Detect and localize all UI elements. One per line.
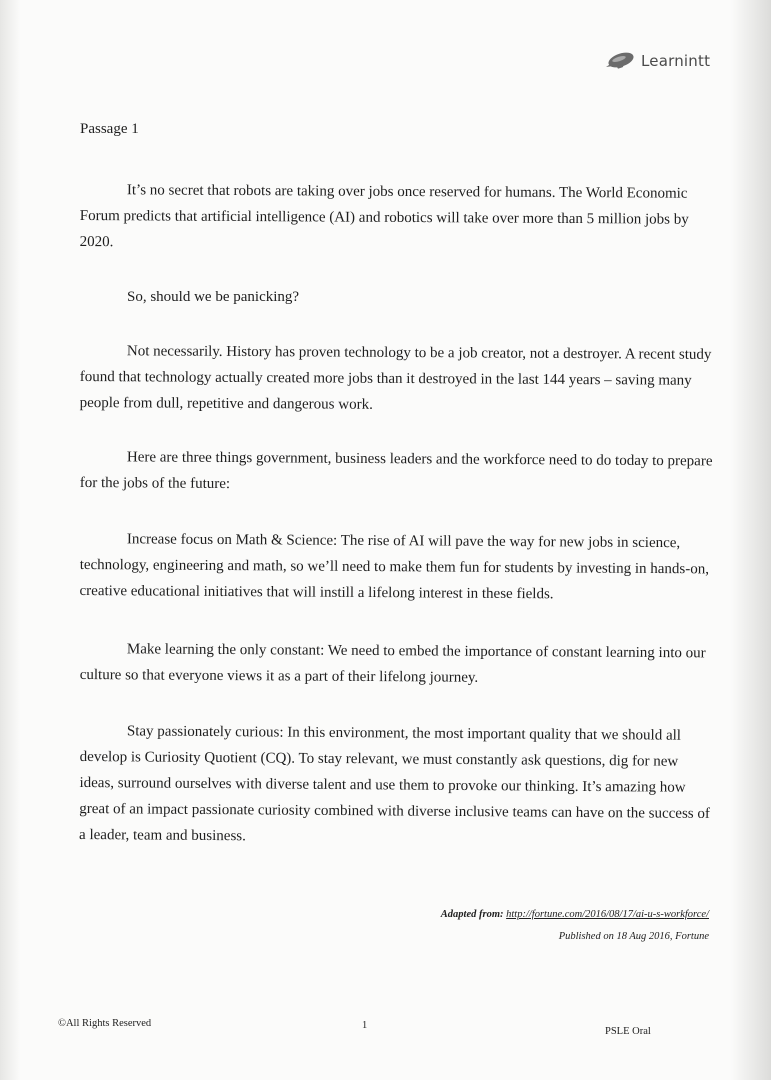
paragraph-5: Increase focus on Math & Science: The rise of AI will pave the way for new jobs in science, technology, engineering and math, so we’ll need to make them fun for students by investing in hands-on, creative educational initiatives that will instill a lifelong interest in these fields. <box>79 531 710 603</box>
blimp-icon <box>604 50 638 72</box>
paragraph-3: Not necessarily. History has proven technology to be a job creator, not a destroyer. A recent study found that technology actually created more jobs than it destroyed in the last 144 years – saving many people from dull, repetitive and dangerous work. <box>79 343 712 413</box>
source-published: Published on 18 Aug 2016, Fortune <box>558 931 709 942</box>
source-citation <box>441 904 709 948</box>
footer-subject: PSLE Oral <box>605 1026 651 1037</box>
logo-text: Learnintt <box>641 52 711 70</box>
paragraph-6: Make learning the only constant: We need to embed the importance of constant learning into our culture so that everyone views it as a part of their lifelong journey. <box>79 641 706 686</box>
source-label: Adapted from: <box>440 909 504 920</box>
paragraph-4: Here are three things government, business leaders and the workforce need to do today to prepare for the jobs of the future: <box>79 449 713 493</box>
passage-title: Passage 1 <box>80 121 139 137</box>
paragraph-2: So, should we be panicking? <box>127 289 300 305</box>
footer-page-number: 1 <box>362 1020 368 1031</box>
source-url[interactable]: http://fortune.com/2016/08/17/ai-u-s-workforce/ <box>506 909 709 920</box>
paragraph-7: Stay passionately curious: In this environment, the most important quality that we should all develop is Curiosity Quotient (CQ). To stay relevant, we must constantly ask questions, dig for new ideas, surround ourselves with diverse talent and use them to provoke our thinking. It’s amazing how great of an impact passionate curiosity combined with diverse inclusive teams can have on the success of a leader, team and business. <box>79 723 710 845</box>
footer-copyright: ©All Rights Reserved <box>58 1018 152 1029</box>
paragraph-1: It’s no secret that robots are taking over jobs once reserved for humans. The World Economic Forum predicts that artificial intelligence (AI) and robotics will take over more than 5 million jobs by 2020. <box>79 182 689 251</box>
logo <box>604 50 710 72</box>
